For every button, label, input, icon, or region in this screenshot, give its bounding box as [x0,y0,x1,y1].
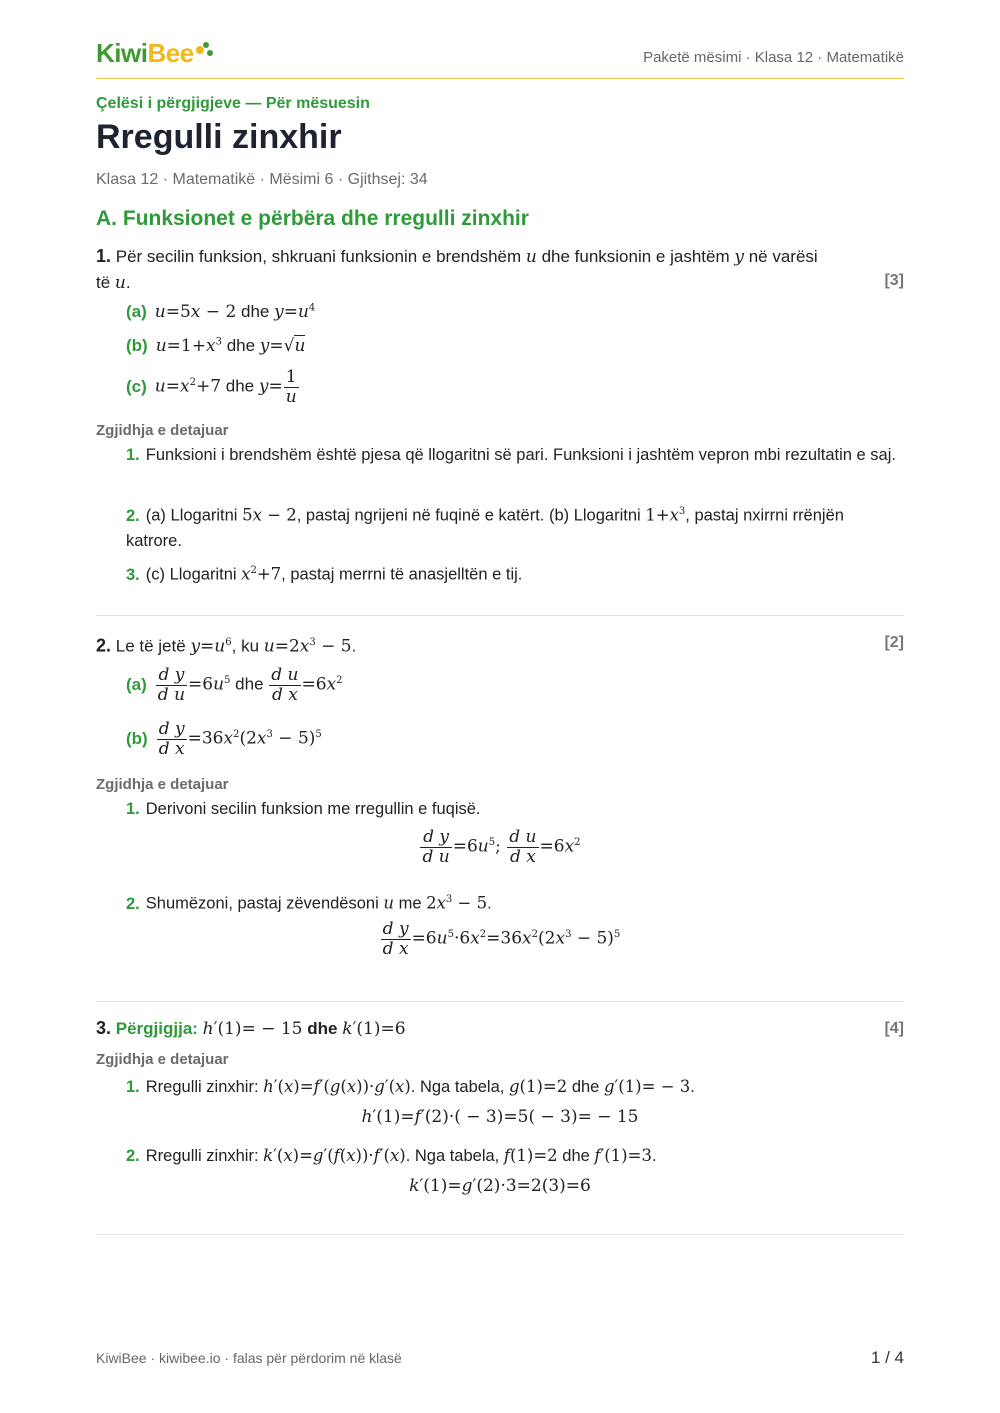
display-equation: $\frac{\text{d y}}{\text{d u}}$ $=6u^5$; $\frac{\text{d u}}{\text{d x}}$ $=6x^2$ [422,827,581,867]
solution-step-1 [126,443,904,468]
step-text: , pastaj nxirrni rrënjën katrore. [126,506,844,550]
conjunction: dhe [226,336,256,355]
footer-text: KiwiBee · kiwibee.io · falas për përdorim në klasë [96,1350,402,1366]
step-number: 2. [126,506,140,525]
solution-step-2: 2. Rregulli zinxhir: k′(x)=g′(f(x))·f′(x). Nga tabela, f(1)=2 dhe f′(1)=3. [126,1146,657,1165]
step-text: dhe [571,1078,600,1096]
lesson-meta: Klasa 12 · Matematikë · Mësimi 6 · Gjithsej: 34 [96,171,428,188]
step-number: 2. [126,894,140,913]
divider [96,1001,904,1002]
step-number: 1. [126,1078,140,1096]
breadcrumb: Paketë mësimi · Klasa 12 · Matematikë [643,49,904,66]
worksheet-page [96,0,904,1413]
part-label: (a) [126,302,147,321]
question-text: , ku [231,636,260,656]
part-label: (c) [126,376,147,396]
marks-badge: [3] [884,272,904,289]
step-text: , pastaj merrni të anasjelltën e tij. [281,565,523,584]
question-2-prompt: 2. Le të jetë $y=u^6$, ku $u=2x^3 - 5$. [96,635,357,657]
step-number: 1. [126,800,140,818]
question-number: 3. [96,1018,112,1038]
step-text: (c) Llogaritni [145,565,237,584]
step-number: 1. [126,446,140,464]
question-text: të [96,273,111,292]
step-text: me [398,894,422,913]
step-number: 2. [126,1147,140,1165]
step-text: . Nga tabela, [405,1147,500,1165]
question-3-answer: 3. Përgjigjja: h′(1)= − 15 dhe k′(1)=6 [96,1018,406,1039]
part-label: (b) [126,336,148,355]
answer-key-kicker: Çelësi i përgjigjeve — Për mësuesin [96,95,370,112]
part-label: (a) [126,674,147,694]
divider [96,1234,904,1235]
step-text: Shumëzoni, pastaj zëvendësoni [145,894,379,913]
display-equation: h′(1)=f′(2)·( − 3)=5( − 3)= − 15 [361,1107,639,1127]
question-text: në varësi [748,247,818,266]
question-text: Për secilin funksion, shkruani funksionin e brendshëm [115,247,522,266]
part-a: (a) u=5x − 2 dhe $y=u^4$ [126,302,316,322]
question-text: dhe funksionin e jashtëm [541,247,730,266]
solution-step-2: 2. (a) Llogaritni 5x − 2, pastaj ngrijeni në fuqinë e katërt. (b) Llogaritni $1+x^3$, pastaj nxirrni rrënjën katrore. [126,505,844,550]
step-text: (a) Llogaritni [145,506,238,525]
solution-heading: Zgjidhja e detajuar [96,1051,229,1068]
part-label: (b) [126,728,148,748]
marks-badge: [2] [884,634,904,651]
step-text: , pastaj ngrijeni në fuqinë e katërt. (b) Llogaritni [296,506,641,525]
conjunction: dhe [235,674,264,694]
page-number: 1 / 4 [870,1348,904,1367]
solution-heading: Zgjidhja e detajuar [96,776,229,793]
logo-kiwi-text: Kiwi [96,38,148,68]
step-text: dhe [562,1147,590,1165]
step-text: Derivoni secilin funksion me rregullin e fuqisë. [145,800,481,818]
question-1-prompt: 1. Për secilin funksion, shkruani funksionin e brendshëm u dhe funksionin e jashtëm y në varësi të u. [96,246,818,293]
display-equation: k′(1)=g′(2)·3=2(3)=6 [409,1176,591,1196]
question-number: 2. [96,635,112,656]
marks-badge: [4] [884,1020,904,1037]
part-a: (a) $\frac{\text{d y}}{\text{d u}}$ $=6u^5$ dhe $\frac{\text{d u}}{\text{d x}}$ $=6x^2$ [126,665,343,705]
section-heading-a: A. Funksionet e përbëra dhe rregulli zinxhir [96,207,529,230]
solution-step-3: 3. (c) Llogaritni $x^2+7$, pastaj merrni të anasjelltën e tij. [126,564,523,584]
conjunction: dhe [307,1019,338,1038]
part-b: (b) $u=1+x^3$ dhe y=√u [126,336,306,356]
part-c: (c) $u=x^2+7$ dhe y= $\frac{1}{u}$ [126,367,297,407]
question-number: 1. [96,246,112,266]
answer-label: Përgjigjja: [115,1019,198,1038]
part-b: (b) $\frac{\text{d y}}{\text{d x}}$ $=36x^2(2x^3 - 5)^5$ [126,719,322,759]
page-title: Rregulli zinxhir [96,118,342,156]
solution-step-2: 2. Shumëzoni, pastaj zëvendësoni u me $2x^3 - 5$. [126,893,492,913]
display-equation: $\frac{\text{d y}}{\text{d x}}$ $=6u^5\cdot 6x^2=36x^2(2x^3 - 5)^5$ [382,919,621,959]
solution-step-1 [126,797,904,822]
step-text: Rregulli zinxhir: [145,1078,259,1096]
question-text: Le të jetë [115,636,186,656]
bee-dots-icon [196,42,214,58]
page-header [96,38,904,79]
step-text: . Nga tabela, [410,1078,505,1096]
logo-bee-text: Bee [147,38,194,68]
step-text: Rregulli zinxhir: [145,1147,259,1165]
kiwibee-logo [96,38,214,69]
page-footer [96,1350,904,1366]
divider [96,615,904,616]
solution-heading: Zgjidhja e detajuar [96,422,229,439]
step-text: Funksioni i brendshëm është pjesa që llogaritni së pari. Funksioni i jashtëm vepron mbi rezultatin e saj. [145,446,896,464]
step-number: 3. [126,565,140,584]
conjunction: dhe [241,302,270,321]
solution-step-1: 1. Rregulli zinxhir: h′(x)=f′(g(x))·g′(x). Nga tabela, g(1)=2 dhe g′(1)= − 3. [126,1077,695,1096]
conjunction: dhe [225,376,255,396]
